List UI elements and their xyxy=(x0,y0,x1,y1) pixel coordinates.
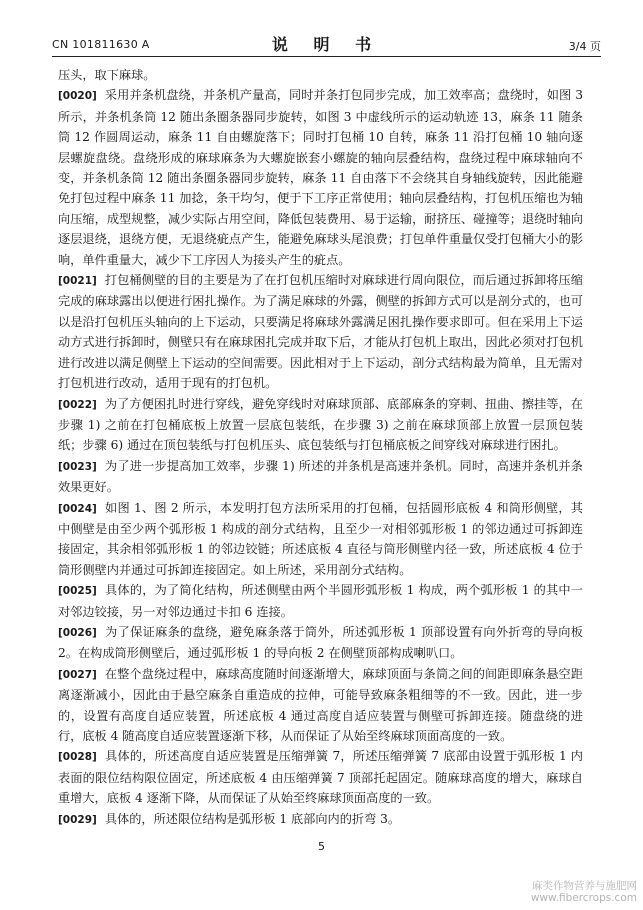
paragraph-0025 xyxy=(58,580,583,622)
paragraph-number: [0022] xyxy=(58,398,97,411)
paragraph-text: 采用并条机盘绕，并条机产量高，同时并条打包同步完成，加工效率高；盘绕时，如图 3 所示，并条机条筒 12 随出条圈条器同步旋转，如图 3 中虚线所示的运动轨迹 13，麻条 11 随条筒 12 作圆周运动，麻条 11 自由螺旋落下；同时打包桶 10 自转，麻条 11 沿打包桶 10 轴向逐层螺旋盘绕。盘绕形成的麻球麻条为大螺旋嵌套小螺旋的轴向层叠结构，盘绕过程中麻球轴向不变，并条机条筒 12 随出条圈条器同步旋转，麻条 11 自由落下不会绕其自身轴线旋转，因此能避免打包过程中麻条 11 加捻，条干均匀，便于下工序正常使用；轴向层叠结构，打包机压缩也为轴向压缩，成型规整，减少实际占用空间，降低包装费用、易于运输，耐挤压、碰撞等；退绕时轴向逐层退绕，退绕方便，无退绕疵点产生，能避免麻球头尾浪费；打包单件重量仅受打包桶大小的影响，单件重量大，减少下工序因人为接头产生的疵点。 xyxy=(58,88,583,267)
paragraph-number: [0029] xyxy=(58,813,97,826)
paragraph-0029 xyxy=(58,809,583,830)
paragraph-text: 为了进一步提高加工效率，步骤 1) 所述的并条机是高速并条机。同时，高速并条机并条效果更好。 xyxy=(58,458,583,495)
paragraph-text: 具体的，所述限位结构是弧形板 1 底部向内的折弯 3。 xyxy=(104,811,401,826)
paragraph-text: 如图 1、图 2 所示，本发明打包方法所采用的打包桶，包括圆形底板 4 和筒形侧壁，其中侧壁是由至少两个弧形板 1 构成的剖分式结构，且至少一对相邻弧形板 1 的邻边通过可拆卸连接固定，其余相邻弧形板 1 的邻边铰链；所述底板 4 直径与筒形侧壁内径一致，所述底板 4 位于筒形侧壁内并通过可拆卸连接固定。如上所述，采用剖分式结构。 xyxy=(58,500,583,577)
watermark-site-name: 麻类作物营养与施肥网 xyxy=(532,880,637,892)
paragraph-0023 xyxy=(58,456,583,498)
paragraph-0026 xyxy=(58,622,583,664)
watermark xyxy=(531,880,637,904)
paragraph-number: [0021] xyxy=(58,275,97,288)
paragraph-number: [0025] xyxy=(58,585,97,598)
paragraph-text: 具体的，为了简化结构，所述侧壁由两个半圆形弧形板 1 构成，两个弧形板 1 的其中一对邻边铰接，另一对邻边通过卡扣 6 连接。 xyxy=(58,583,583,619)
paragraph-number: [0027] xyxy=(58,668,97,681)
document-title: 说 明 书 xyxy=(271,35,382,54)
page-header xyxy=(52,32,601,57)
paragraph-text: 为了方便困扎时进行穿线，避免穿线时对麻球顶部、底部麻条的穿刺、扭曲、擦挂等，在步骤 1) 之前在打包桶底板上放置一层底包装纸，在步骤 3) 之前在麻球顶部上放置一层顶包装纸；步骤 6) 通过在顶包装纸与打包机压头、底包装纸与打包桶底板之间穿线对麻球进行困扎。 xyxy=(58,396,583,453)
paragraph-0027 xyxy=(58,664,583,747)
paragraph-number: [0024] xyxy=(58,502,97,515)
patent-number: CN 101811630 A xyxy=(52,38,150,51)
paragraph-text: 在整个盘绕过程中，麻球高度随时间逐渐增大，麻球顶面与条筒之间的间距即麻条悬空距离逐渐减小，因此由于悬空麻条自重造成的拉伸，可能导致麻条粗细等的不一致。因此，进一步的，设置有高度自适应装置，所述底板 4 通过高度自适应装置与侧壁可拆卸连接。随盘绕的进行，底板 4 随高度自适应装置逐渐下移，从而保证了从始至终麻球顶面高度的一致。 xyxy=(58,666,583,743)
paragraph-0024 xyxy=(58,498,583,581)
paragraph-text: 为了保证麻条的盘绕，避免麻条落于筒外，所述弧形板 1 顶部设置有向外折弯的导向板 2。在构成筒形侧壁后，通过弧形板 1 的导向板 2 在侧壁顶部构成喇叭口。 xyxy=(58,624,583,661)
page-indicator: 3/4 页 xyxy=(568,40,601,53)
paragraph-text: 打包桶侧壁的目的主要是为了在打包机压缩时对麻球进行周向限位，而后通过拆卸将压缩完成的麻球露出以便进行困扎操作。为了满足麻球的外露，侧壁的拆卸方式可以是剖分式的，也可以是沿打包机压头轴向的上下运动，只要满足将麻球外露满足困扎操作要求即可。但在采用上下运动方式进行拆卸时，侧壁只有在麻球困扎完成并取下后，才能从打包机上取出，因此必须对打包机进行改进以满足侧壁上下运动的空间需要。因此相对于上下运动，剖分式结构最为简单，且无需对打包机进行改动，适用于现有的打包机。 xyxy=(58,273,583,391)
paragraph-number: [0026] xyxy=(58,626,97,639)
paragraph-text: 压头，取下麻球。 xyxy=(58,68,156,82)
paragraph-0022 xyxy=(58,394,583,456)
page-number: 5 xyxy=(318,840,325,853)
paragraph-number: [0023] xyxy=(58,460,97,473)
paragraph-text: 具体的，所述高度自适应装置是压缩弹簧 7，所述压缩弹簧 7 底部由设置于弧形板 1 内表面的限位结构限位固定，所述底板 4 由压缩弹簧 7 顶部托起固定。随麻球高度的增大，麻球自重增大，底板 4 逐渐下降，从而保证了从始至终麻球顶面高度的一致。 xyxy=(58,749,583,806)
paragraph-0020 xyxy=(58,85,583,270)
paragraph-0021 xyxy=(58,270,583,393)
paragraph-number: [0020] xyxy=(58,90,97,103)
paragraph-0028 xyxy=(58,746,583,808)
watermark-url: www.fibercrops.com xyxy=(530,892,637,904)
document-body xyxy=(58,65,583,830)
paragraph-number: [0028] xyxy=(58,751,97,764)
paragraph-continuation xyxy=(58,65,583,85)
